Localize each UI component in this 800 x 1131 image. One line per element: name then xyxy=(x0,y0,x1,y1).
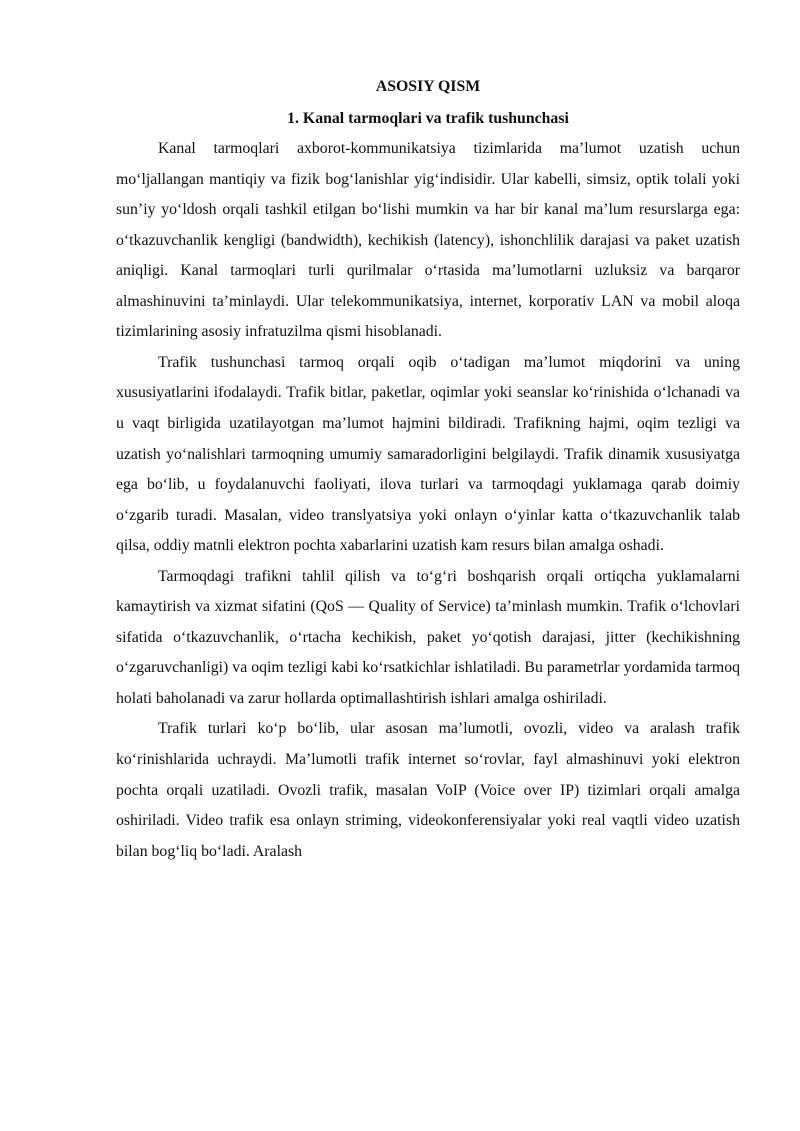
main-heading: ASOSIY QISM xyxy=(375,78,481,95)
paragraph-traffic-concept: Trafik tushunchasi tarmoq orqali oqib o‘tadigan ma’lumot miqdorini va uning xususiyatlarini ifodalaydi. Trafik bitlar, paketlar, oqimlar yoki seanslar ko‘rinishida o‘lchanadi va u vaqt birligida uzatilayotgan ma’lumot hajmini bildiradi. Trafikning hajmi, oqim tezligi va uzatish yo‘nalishlari tarmoqning umumiy samaradorligini belgilaydi. Trafik dinamik xususiyatga ega bo‘lib, u foydalanuvchi faoliyati, ilova turlari va tarmoqdagi yuklamaga qarab doimiy o‘zgarib turadi. Masalan, video translyatsiya yoki onlayn o‘yinlar katta o‘tkazuvchanlik talab qilsa, oddiy matnli elektron pochta xabarlarini uzatish kam resurs bilan amalga oshadi. xyxy=(116,353,740,555)
section-heading: 1. Kanal tarmoqlari va trafik tushunchasi xyxy=(287,109,569,127)
paragraph-traffic-analysis: Tarmoqdagi trafikni tahlil qilish va to‘g‘ri boshqarish orqali ortiqcha yuklamalarni kamaytirish va xizmat sifatini (QoS — Quality of Service) ta’minlash mumkin. Trafik o‘lchovlari sifatida o‘tkazuvchanlik, o‘rtacha kechikish, paket yo‘qotish darajasi, jitter (kechikishning o‘zgaruvchanligi) va oqim tezligi kabi ko‘rsatkichlar ishlatiladi. Bu parametrlar yordamida tarmoq holati baholanadi va zarur hollarda optimallashtirish ishlari amalga oshiriladi. xyxy=(116,567,740,707)
document-page xyxy=(116,72,740,867)
paragraph-traffic-types: Trafik turlari ko‘p bo‘lib, ular asosan ma’lumotli, ovozli, video va aralash trafik ko‘rinishlarida uchraydi. Ma’lumotli trafik internet so‘rovlar, fayl almashinuvi yoki elektron pochta orqali uzatiladi. Ovozli trafik, masalan VoIP (Voice over IP) tizimlari orqali amalga oshiriladi. Video trafik esa onlayn striming, videokonferensiyalar yoki real vaqtli video uzatish bilan bog‘liq bo‘ladi. Aralash xyxy=(116,720,740,860)
paragraph-channel-networks: Kanal tarmoqlari axborot-kommunikatsiya tizimlarida ma’lumot uzatish uchun mo‘ljallangan mantiqiy va fizik bog‘lanishlar yig‘indisidir. Ular kabelli, simsiz, optik tolali yoki sun’iy yo‘ldosh orqali tashkil etilgan bo‘lishi mumkin va har bir kanal ma’lum resurslarga ega: o‘tkazuvchanlik kengligi (bandwidth), kechikish (latency), ishonchlilik darajasi va paket uzatish aniqligi. Kanal tarmoqlari turli qurilmalar o‘rtasida ma’lumotlarni uzluksiz va barqaror almashinuvini ta’minlaydi. Ular telekommunikatsiya, internet, korporativ LAN va mobil aloqa tizimlarining asosiy infratuzilma qismi hisoblanadi. xyxy=(116,140,740,341)
